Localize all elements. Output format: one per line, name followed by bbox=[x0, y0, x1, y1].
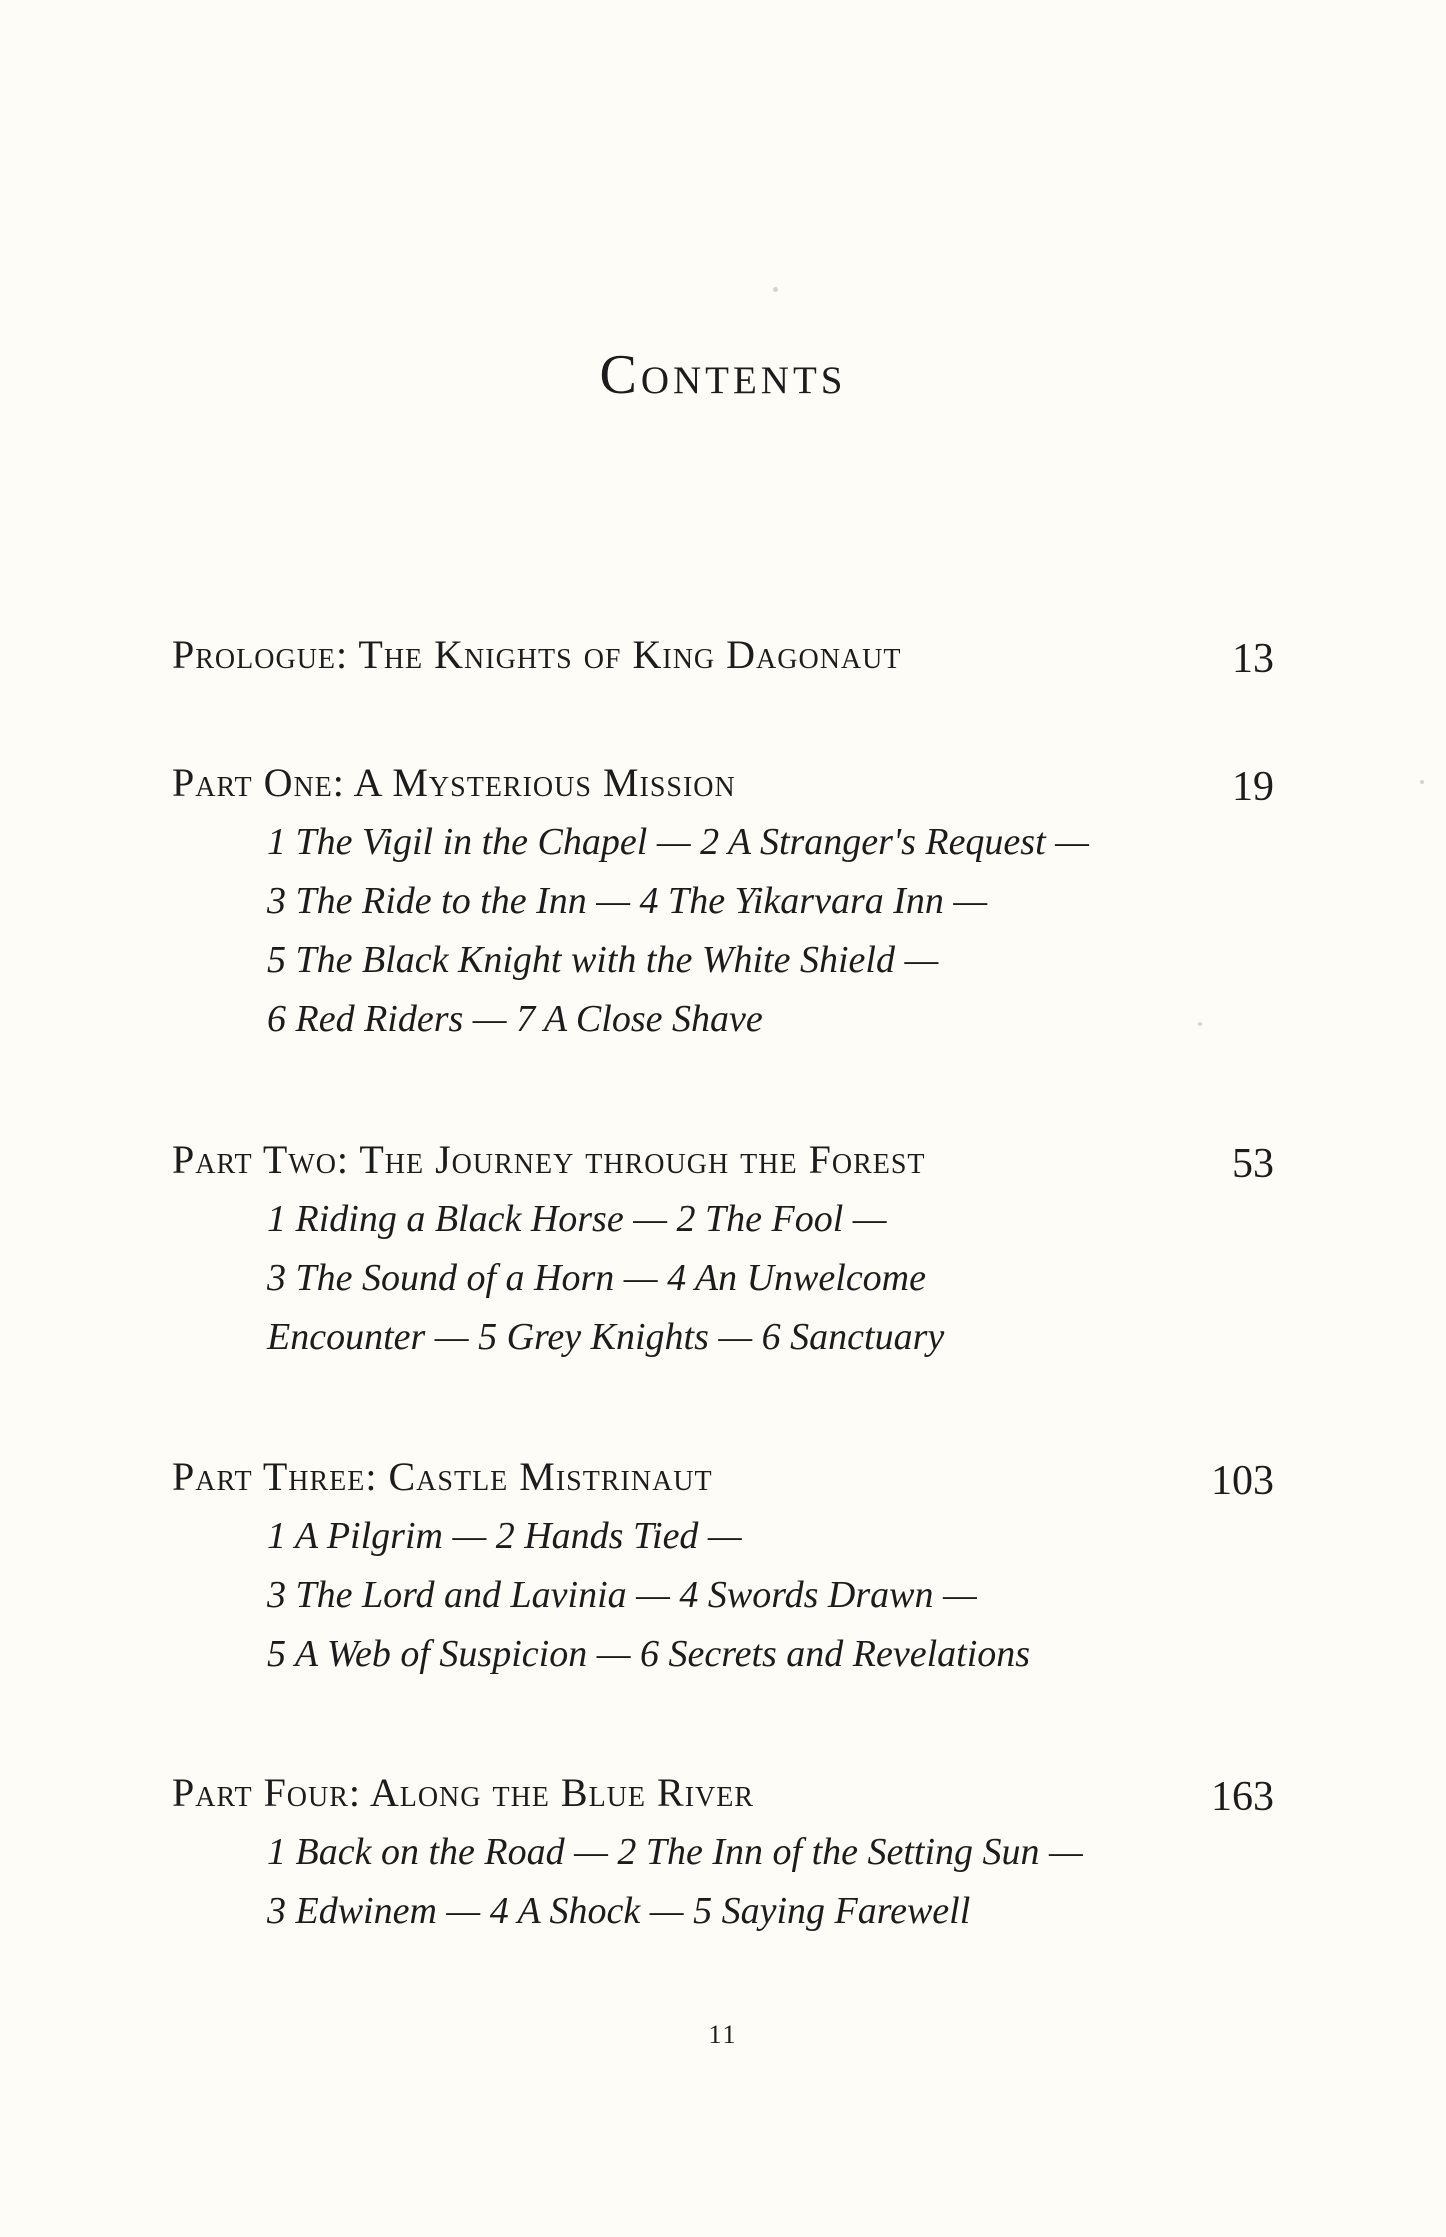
toc-entry-row bbox=[172, 625, 1274, 685]
page-number: 103 bbox=[1211, 1458, 1274, 1504]
toc-entry-row bbox=[172, 1763, 1274, 1823]
page-title: Contents bbox=[599, 344, 847, 406]
chapter-line: 1 Riding a Black Horse — 2 The Fool — bbox=[267, 1198, 887, 1240]
chapter-line: 5 The Black Knight with the White Shield — bbox=[267, 939, 939, 981]
toc-part-three bbox=[172, 1447, 1274, 1684]
section-heading: Part One: A Mysterious Mission bbox=[172, 760, 736, 805]
chapter-list bbox=[172, 813, 1274, 1049]
toc-prologue bbox=[172, 625, 1274, 685]
chapter-list bbox=[172, 1507, 1274, 1684]
chapter-line: 1 A Pilgrim — 2 Hands Tied — bbox=[267, 1515, 742, 1557]
toc-entry-row bbox=[172, 753, 1274, 813]
chapter-line: 6 Red Riders — 7 A Close Shave bbox=[267, 998, 763, 1040]
toc-part-two bbox=[172, 1130, 1274, 1367]
toc-part-four bbox=[172, 1763, 1274, 1941]
chapter-line: 3 Edwinem — 4 A Shock — 5 Saying Farewell bbox=[267, 1890, 971, 1932]
page-number: 53 bbox=[1232, 1141, 1274, 1187]
chapter-line: Encounter — 5 Grey Knights — 6 Sanctuary bbox=[267, 1316, 945, 1358]
page-number: 13 bbox=[1232, 636, 1274, 682]
paper-speck bbox=[1420, 780, 1424, 784]
chapter-line: 3 The Sound of a Horn — 4 An Unwelcome bbox=[267, 1257, 926, 1299]
chapter-list bbox=[172, 1823, 1274, 1941]
section-heading: Part Two: The Journey through the Forest bbox=[172, 1137, 926, 1182]
page-number: 163 bbox=[1211, 1774, 1274, 1820]
chapter-list bbox=[172, 1190, 1274, 1367]
section-heading: Part Three: Castle Mistrinaut bbox=[172, 1454, 713, 1499]
toc-entry-row bbox=[172, 1447, 1274, 1507]
section-heading: Part Four: Along the Blue River bbox=[172, 1770, 755, 1815]
page-number: 19 bbox=[1232, 764, 1274, 810]
chapter-line: 3 The Ride to the Inn — 4 The Yikarvara Inn — bbox=[267, 880, 988, 922]
paper-speck bbox=[773, 287, 778, 292]
chapter-line: 5 A Web of Suspicion — 6 Secrets and Revelations bbox=[267, 1633, 1031, 1675]
page-folio: 11 bbox=[708, 2020, 738, 2049]
toc-part-one bbox=[172, 753, 1274, 1049]
section-heading: Prologue: The Knights of King Dagonaut bbox=[172, 632, 902, 677]
toc-entry-row bbox=[172, 1130, 1274, 1190]
chapter-line: 1 Back on the Road — 2 The Inn of the Setting Sun — bbox=[267, 1831, 1083, 1873]
chapter-line: 1 The Vigil in the Chapel — 2 A Stranger's Request — bbox=[267, 821, 1089, 863]
chapter-line: 3 The Lord and Lavinia — 4 Swords Drawn — bbox=[267, 1574, 977, 1616]
